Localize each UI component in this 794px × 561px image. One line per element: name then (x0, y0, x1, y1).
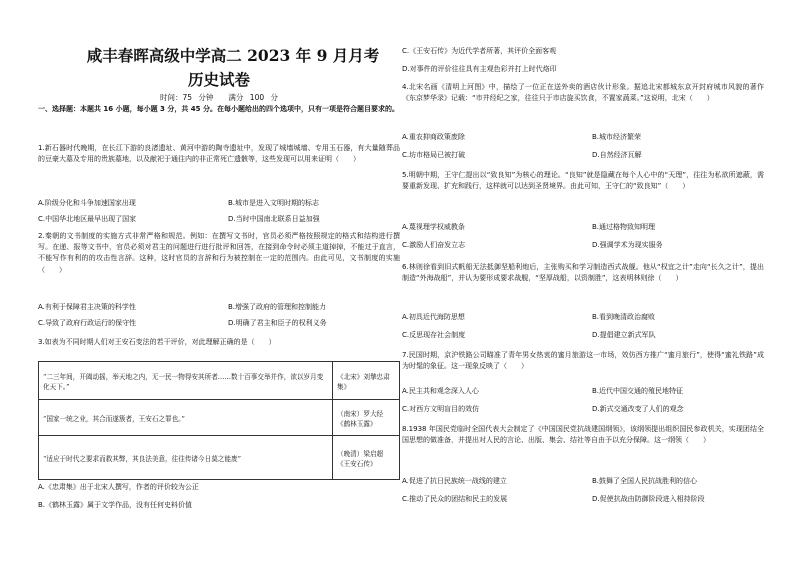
q7-option-a: A.民主共和观念深入人心 (402, 387, 479, 395)
exam-meta: 时间：75 分钟 满分 100 分 (159, 93, 278, 102)
q2-stem: 2.秦朝的文书制度的实施方式非常严格和规范。例如：在撰写文书时，官员必须严格按照规定的格式和结构进行撰写。在递、报等文书中，官员必须对君主的问题进行进行批评和回答，在接到命令时必须主道掉掉，不能过于直言，不能写作有利的的攻击性言辞。这种，这时官员的言辞和行为被控制在一定的范围内。由此可见，文书制度的实施（ ） (38, 232, 400, 274)
q4-stem: 4.北宋名画《清明上河图》中，描绘了一位正在送外卖的酒店伙计形象。据追北宋都城东京开封府城市风貌的著作《东京梦华录》记载：“市井经纪之家，往往只于市店旋买饮食，不置家蔬菜。”这说明，北宋（ ） (402, 83, 764, 103)
table-row (39, 400, 400, 436)
q3-quote: “适应于时代之要求而救其弊，其良法美意，往往传诸今日莫之能废” (39, 436, 333, 480)
q1-option-c: C.中国华北地区最早出现了国家 (38, 215, 137, 223)
q3-stem: 3.如表为不同时期人们对王安石变法的若干评价，对此理解正确的是（ ） (38, 338, 276, 346)
q1-stem: 1.新石器时代晚期，在长江下游的良渚遗址、黄河中游的陶寺遗址中，发现了城墙城墙、专用玉石器，有大量随葬品的豆豪大墓及专用的贵族墓地，以及献祀于通往内的非正常死亡遗骸等，这些发现可以用来证明（ ） (38, 144, 400, 164)
q5-option-b: B.通过格物致知明理 (592, 223, 656, 231)
q3-quote: “二三年间，开阖动摇，举天地之内，无一民一物得安其所者……数十百事交举并作，欲以岁月变化天下。” (39, 362, 333, 400)
q6-option-a: A.初具近代海防思想 (402, 313, 465, 321)
q6-stem: 6.林则徐看到旧式帆船无法抵御坚船利炮后，主张购买和学习制造西式战舰。他从“权宜之计”走向“长久之计”，提出制造“外海战船”，并认为要形成要求战舰，“坚厚战船，以资制胜”，这表明林则徐（ ） (402, 263, 764, 283)
q6-option-c: C.反思现存社会制度 (402, 331, 466, 339)
table-row (39, 436, 400, 480)
q3-source: 《北宋》刘摯忠肃集》 (333, 362, 400, 400)
q6-option-d: D.提倡建立新式军队 (592, 331, 656, 339)
q3-table (38, 361, 400, 480)
q3-option-b: B.《鹤林玉露》属于文学作品，没有任何史料价值 (38, 501, 193, 509)
q3-source: （晚清）梁启超《王安石传》 (333, 436, 400, 480)
q4-option-d: D.自然经济瓦解 (592, 151, 642, 159)
table-row (39, 362, 400, 400)
q4-option-c: C.坊市格局已被打破 (402, 151, 466, 159)
q2-option-c: C.导致了政府行政运行的保守性 (38, 319, 137, 327)
q8-stem: 8.1938 年国民党临时全国代表大会制定了《中国国民党抗战建国纲领》，该纲领提出组织国民参政机关，实现团结全国思想的做准备，并提出对人民的言论、出版、集会、结社等自由予以充分保障。这一纲领（ ） (402, 425, 764, 445)
q7-option-d: D.新式交通改变了人们的观念 (592, 405, 684, 413)
q6-option-b: B.看到晚清政治腐败 (592, 313, 656, 321)
q4-option-b: B.城市经济繁荣 (592, 133, 642, 141)
q2-option-b: B.增强了政府的管理和控制能力 (228, 303, 327, 311)
q5-option-a: A.蔑视理学权威教条 (402, 223, 465, 231)
q8-option-b: B.鼓舞了全国人民抗战胜利的信心 (592, 477, 698, 485)
q5-option-c: C.激励人们奋发立志 (402, 241, 466, 249)
q8-option-d: D.促使抗战由防御阶段进入相持阶段 (592, 495, 705, 503)
q3-option-c: C.《王安石传》为近代学者所著，其评价全面客观 (402, 47, 557, 55)
q3-source: （南宋）罗大经《鹤林玉露》 (333, 400, 400, 436)
q8-option-c: C.推动了民众的团结和民主的发展 (402, 495, 508, 503)
exam-subtitle: 历史试卷 (187, 70, 250, 89)
q3-option-d: D.对事件的评价往往具有主观色彩并打上时代烙印 (402, 65, 557, 73)
section-intro: 一、选择题：本题共 16 小题，每小题 3 分，共 45 分。在每小题给出的四个选项中，只有一项是符合题目要求的。 (38, 105, 399, 113)
q7-option-b: B.近代中国交通的殖民地特征 (592, 387, 684, 395)
q2-option-d: D.明确了君主和臣子的权利义务 (228, 319, 327, 327)
exam-title: 咸丰春晖高级中学高二 2023 年 9 月月考 (86, 46, 380, 65)
q4-option-a: A.重农抑商政策废除 (402, 133, 465, 141)
q8-option-a: A.促进了抗日民族统一战线的建立 (402, 477, 507, 485)
q2-option-a: A.有利于保障君主决策的科学性 (38, 303, 136, 311)
q7-stem: 7.民国时期，京沪铁路公司瞄准了青年男女热衷的蜜月旅游这一市场，效仿西方推广“蜜月旅行”，使得“蜜礼铁路”成为时髦的象征。这一现象反映了（ ） (402, 351, 764, 371)
q3-quote: “国家一统之业，其合而遂簇者，王安石之罪也。” (39, 400, 333, 436)
q7-option-c: C.对西方文明盲目的效仿 (402, 405, 480, 413)
q5-option-d: D.强调学术为现实服务 (592, 241, 663, 249)
q1-option-a: A.阶级分化和斗争加速国家出现 (38, 199, 136, 207)
q1-option-b: B.城市是进入文明时期的标志 (228, 199, 320, 207)
q1-option-d: D.当时中国南北联系日益加强 (228, 215, 320, 223)
q3-option-a: A.《忠肃集》出于北宋人撰写，作者的评价较为公正 (38, 483, 199, 491)
q5-stem: 5.明朝中期，王守仁提出以“致良知”为核心的理论。“良知”就是隐藏在每个人心中的“天理”，往往为私欲所遮蔽，需要重新发现、扩充和践行，这样就可以达到圣贤境界。由此可知，王守仁的“致良知”（ ） (402, 171, 764, 191)
